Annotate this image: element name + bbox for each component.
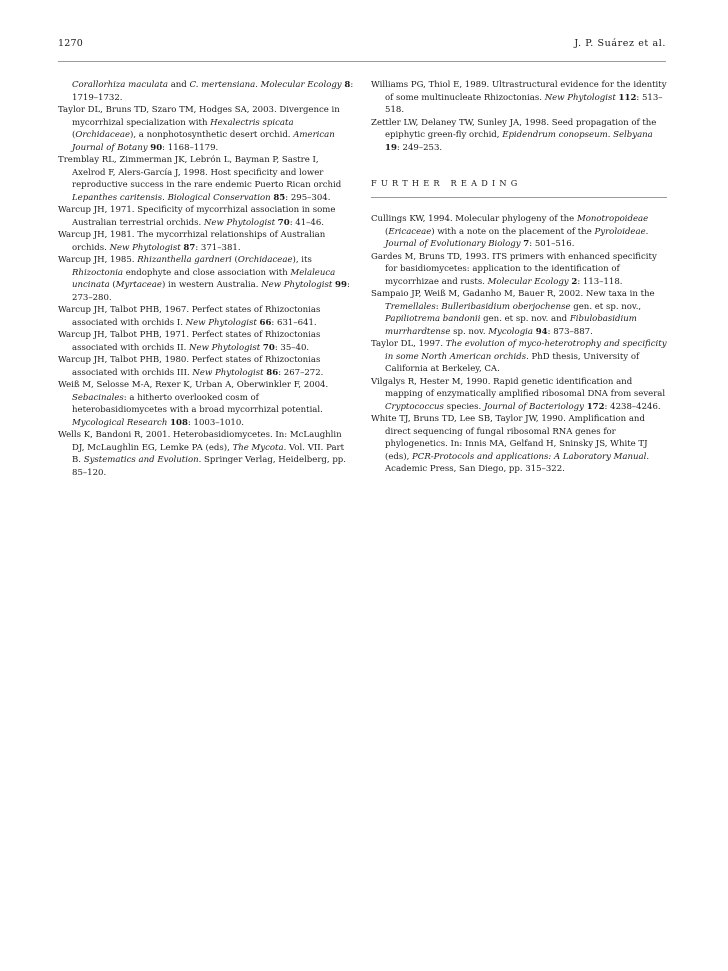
further-reading-entry: Sampaio JP, Weiß M, Gadanho M, Bauer R, 2002. New taxa in the Tremellales: Bulleribasidium oberjochense gen. et sp. nov., Papiliotrema bandonii gen. et sp. nov. and Fibulobasidium murrhardtense sp. nov. Mycologia 94: 873–887. <box>371 289 655 337</box>
further-reading-entry: Gardes M, Bruns TD, 1993. ITS primers with enhanced specificity for basidiomycetes: application to the identification of mycorrhizae and rusts. Molecular Ecology 2: 113–118. <box>371 251 657 287</box>
reference-entry-continued: Corallorhiza maculata and C. mertensiana. Molecular Ecology 8: 1719–1732. <box>72 80 354 103</box>
left-column <box>58 79 354 479</box>
reference-entry: Taylor DL, Bruns TD, Szaro TM, Hodges SA, 2003. Divergence in mycorrhizal specialization with Hexalectris spicata (Orchidaceae), a nonphotosynthetic desert orchid. American Journal of Botany 90: 1168–1179. <box>58 105 340 153</box>
reference-entry: Weiß M, Selosse M-A, Rexer K, Urban A, Oberwinkler F, 2004. Sebacinales: a hitherto overlooked cosm of heterobasidiomycetes with a broad mycorrhizal potential. Mycological Research 108: 1003–1010. <box>58 380 329 428</box>
page-header <box>58 38 666 52</box>
further-reading-heading: FURTHER READING <box>371 178 522 188</box>
reference-entry: Warcup JH, Talbot PHB, 1967. Perfect states of Rhizoctonias associated with orchids I. New Phytologist 66: 631–641. <box>58 305 321 328</box>
reference-entry: Warcup JH, 1981. The mycorrhizal relationships of Australian orchids. New Phytologist 87: 371–381. <box>58 230 326 253</box>
section-rule <box>371 197 667 198</box>
reference-entry: Warcup JH, Talbot PHB, 1980. Perfect states of Rhizoctonias associated with orchids III. New Phytologist 86: 267–272. <box>58 355 324 378</box>
further-reading-entry: Cullings KW, 1994. Molecular phylogeny of the Monotropoideae (Ericaceae) with a note on the placement of the Pyroloideae. Journal of Evolutionary Biology 7: 501–516. <box>371 214 649 249</box>
further-reading-entry: Vilgalys R, Hester M, 1990. Rapid genetic identification and mapping of enzymatically amplified ribosomal DNA from several Cryptococcus species. Journal of Bacteriology 172: 4238–4246. <box>371 376 666 412</box>
reference-entry: Warcup JH, 1985. Rhizanthella gardneri (Orchidaceae), its Rhizoctonia endophyte and close association with Melaleuca uncinata (Myrtaceae) in western Australia. New Phytologist 99: 273–280. <box>58 255 350 303</box>
reference-entry: Williams PG, Thiol E, 1989. Ultrastructural evidence for the identity of some multinucleate Rhizoctonias. New Phytologist 112: 513–518. <box>371 80 667 115</box>
reference-entry: Warcup JH, 1971. Specificity of mycorrhizal association in some Australian terrestrial orchids. New Phytologist 70: 41–46. <box>58 205 336 228</box>
reference-entry: Wells K, Bandoni R, 2001. Heterobasidiomycetes. In: McLaughlin DJ, McLaughlin EG, Lemke PA (eds), The Mycota. Vol. VII. Part B. Systematics and Evolution. Springer Verlag, Heidelberg, pp. 85–120. <box>58 430 346 478</box>
further-reading-entry: White TJ, Bruns TD, Lee SB, Taylor JW, 1990. Amplification and direct sequencing of fungal ribosomal RNA genes for phylogenetics. In: Innis MA, Gelfand H, Sninsky JS, White TJ (eds), PCR-Protocols and applications: A Laboratory Manual. Academic Press, San Diego, pp. 315–322. <box>371 414 650 474</box>
reference-entry: Zettler LW, Delaney TW, Sunley JA, 1998. Seed propagation of the epiphytic green-fly orchid, Epidendrum conopseum. Selbyana 19: 249–253. <box>371 117 657 153</box>
reference-entry: Warcup JH, Talbot PHB, 1971. Perfect states of Rhizoctonias associated with orchids II. New Phytologist 70: 35–40. <box>58 330 321 353</box>
reference-entry: Tremblay RL, Zimmerman JK, Lebrón L, Bayman P, Sastre I, Axelrod F, Alers-García J, 1998. Host specificity and lower reproductive success in the rare endemic Puerto Rican orchid Lepanthes caritensis. Biological Conservation 85: 295–304. <box>58 155 342 203</box>
page-number: 1270 <box>58 38 83 49</box>
further-reading-entry: Taylor DL, 1997. The evolution of myco-heterotrophy and specificity in some North American orchids. PhD thesis, University of California at Berkeley, CA. <box>371 339 667 374</box>
header-rule <box>58 61 666 62</box>
running-head: J. P. Suárez et al. <box>574 38 666 49</box>
right-column <box>371 79 667 476</box>
